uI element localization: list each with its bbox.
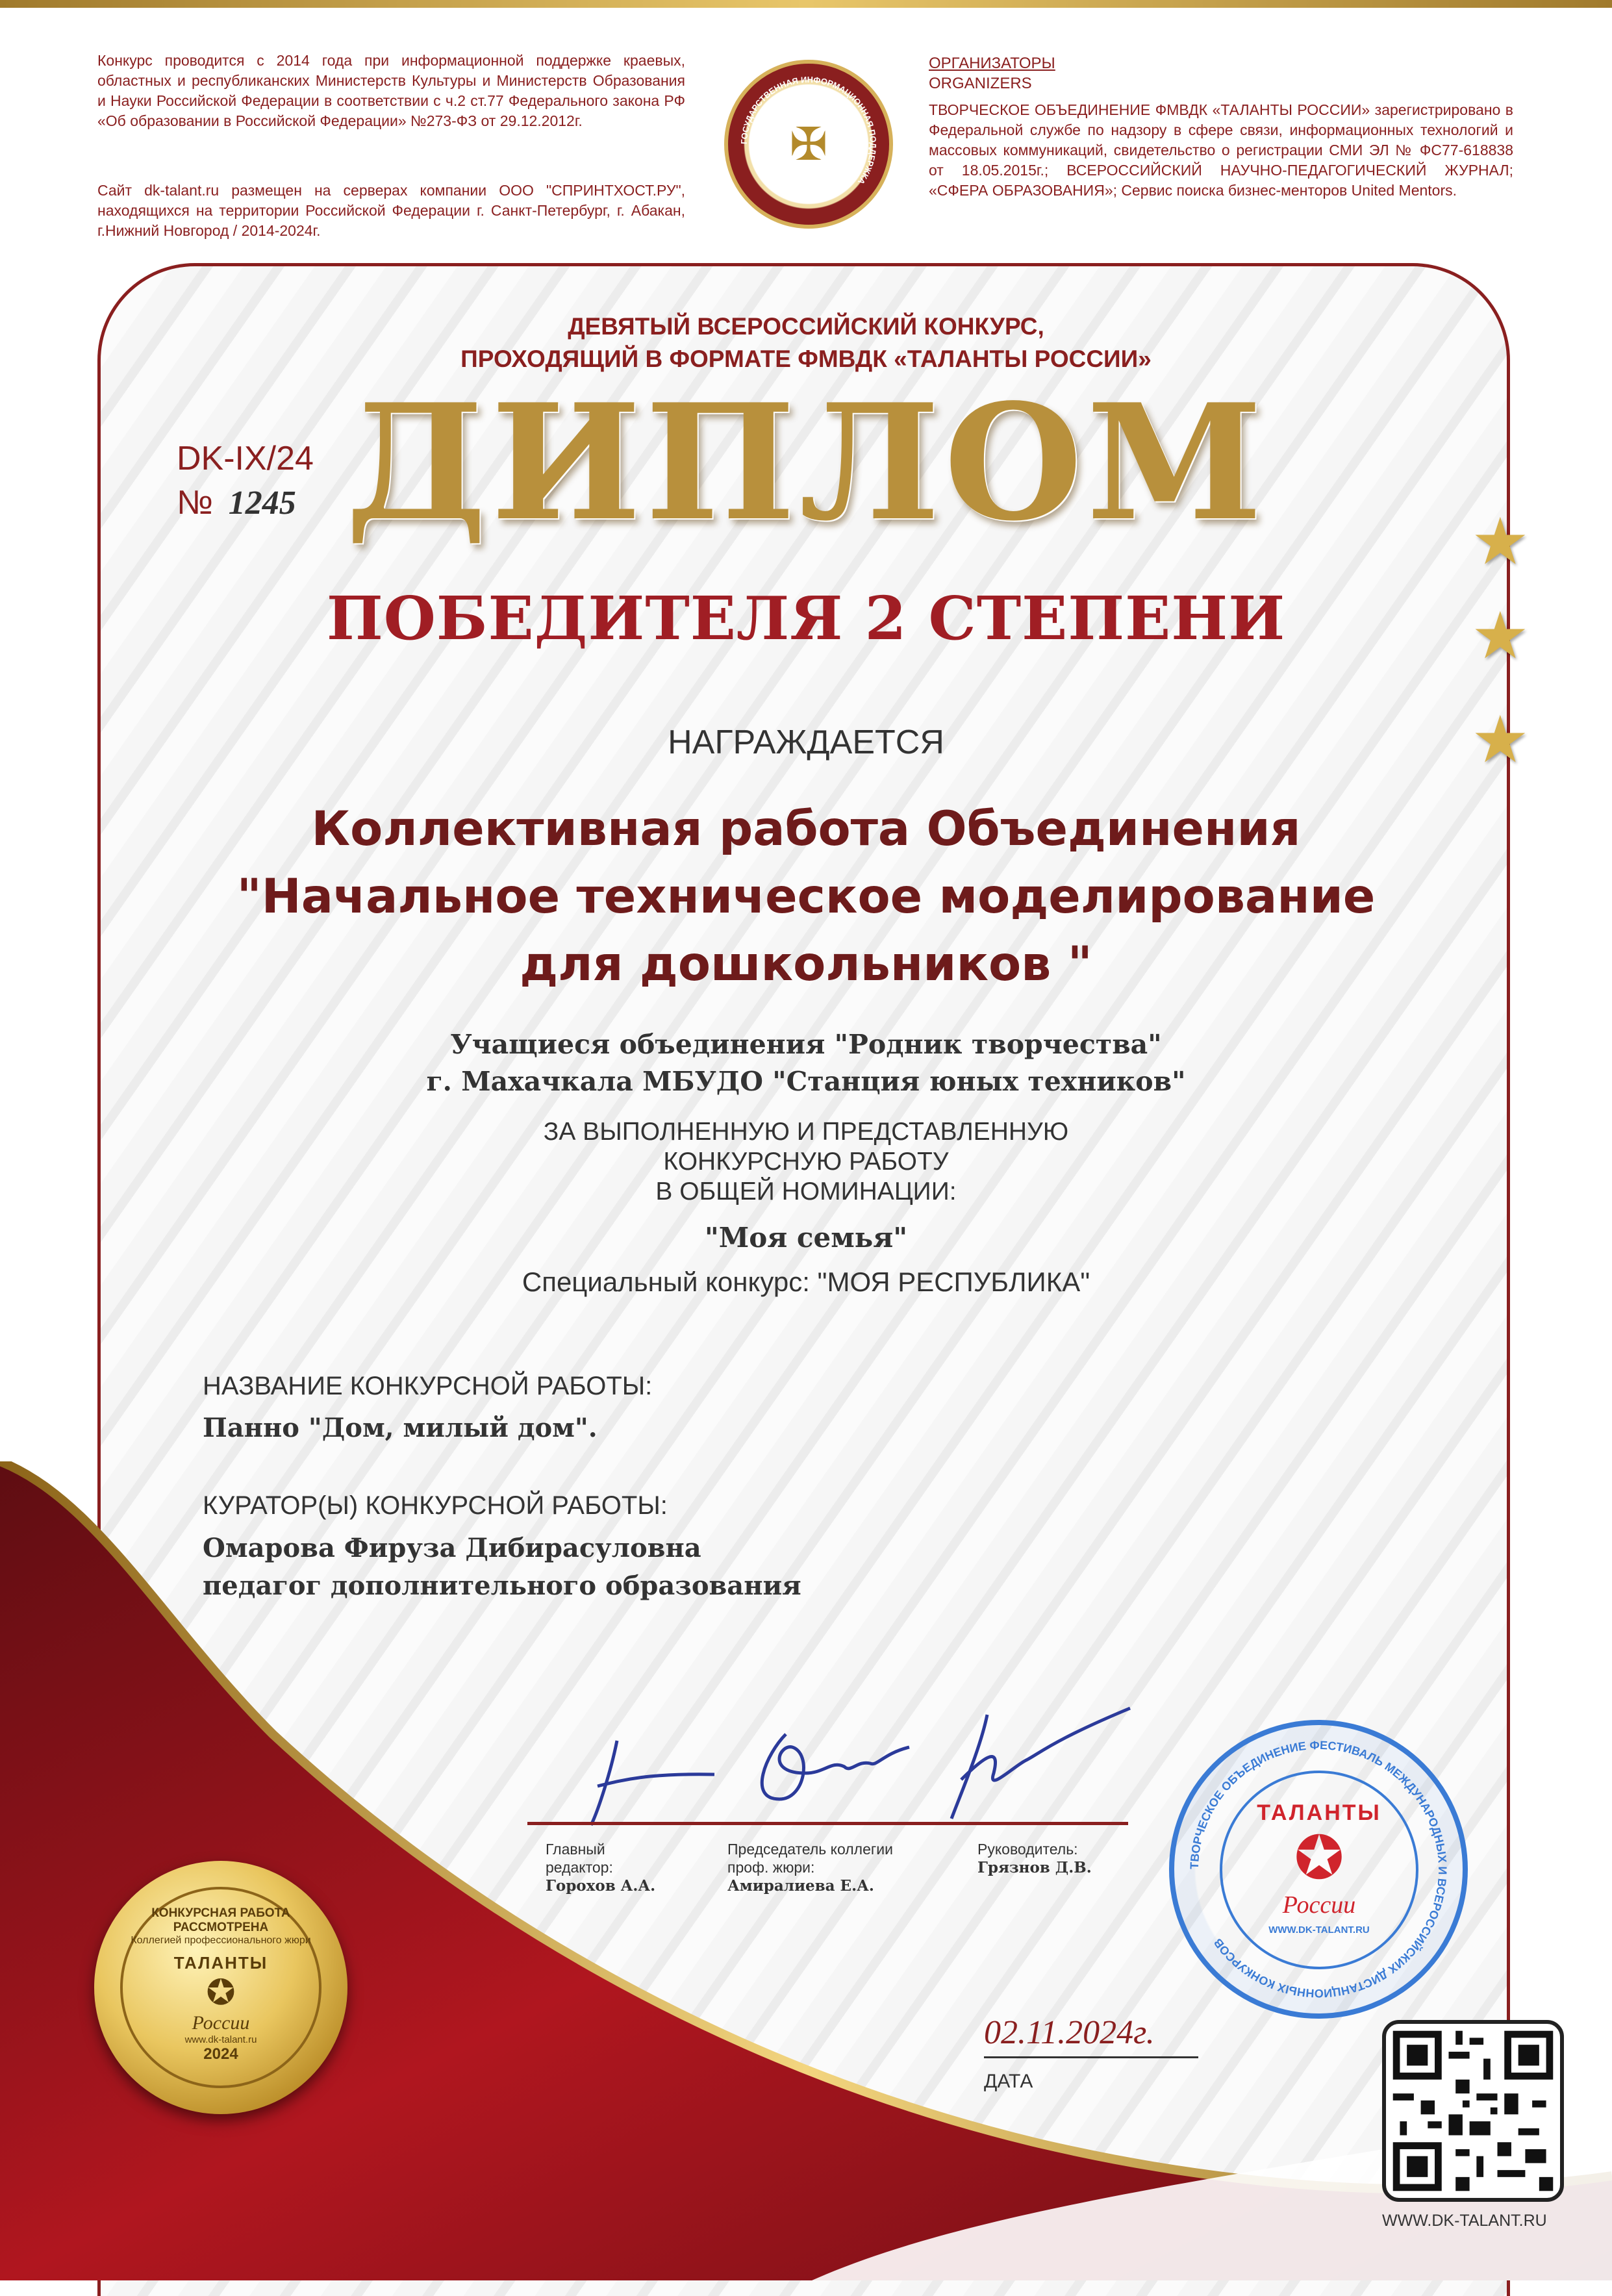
date-label: ДАТА [984, 2071, 1033, 2092]
star-icon: ★ [1471, 703, 1530, 776]
qr-code-image [1386, 2024, 1560, 2198]
organizers-text: ТВОРЧЕСКОЕ ОБЪЕДИНЕНИЕ ФМВДК «ТАЛАНТЫ РОССИИ» зарегистрировано в Федеральной службе по надзору в сфере связи, информационных технологий и массовых коммуникаций, свидетельство о регистрации СМИ ЭЛ № ФС77-618838 от 18.05.2015г.; ВСЕРОССИЙСКИЙ НАУЧНО-ПЕДАГОГИЧЕСКИЙ ЖУРНАЛ; «СФЕРА ОБРАЗОВАНИЯ»; Сервис поиска бизнес-менторов United Mentors. [929, 101, 1513, 199]
star-globe-icon: ✪ [206, 1973, 236, 2012]
gold-seal-site: www.dk-talant.ru [184, 2034, 257, 2045]
gold-jury-seal [94, 1861, 347, 2114]
organizers-block [929, 53, 1513, 201]
gold-seal-year: 2024 [203, 2045, 238, 2063]
signature-role: проф. жюри: [727, 1859, 815, 1876]
gold-seal-brand: ТАЛАНТЫ [173, 1953, 268, 1973]
signature-head [977, 1840, 1092, 1877]
curator-full-name: Омарова Фируза Дибирасуловна [203, 1533, 701, 1563]
work-title-value: Панно "Дом, милый дом". [203, 1413, 598, 1443]
signature-role: Председатель коллегии [727, 1841, 893, 1858]
students-info [0, 1026, 1612, 1100]
recipient-line3: для дошкольников " [520, 937, 1092, 992]
recipient-name [0, 796, 1612, 998]
star-icon: ★ [1471, 505, 1530, 578]
gold-seal-line2: Коллегией профессионального жюри [131, 1935, 311, 1946]
number-sign: № [177, 484, 213, 522]
contest-heading-line1: ДЕВЯТЫЙ ВСЕРОССИЙСКИЙ КОНКУРС, [568, 313, 1044, 340]
svg-text:ТВОРЧЕСКОЕ ОБЪЕДИНЕНИЕ ФЕСТИВА: ТВОРЧЕСКОЕ ОБЪЕДИНЕНИЕ ФЕСТИВАЛЬ МЕЖДУНАРОДНЫХ И ВСЕРОССИЙСКИХ ДИСТАНЦИОННЫХ КОНКУРСОВ [1187, 1738, 1450, 2000]
signature-role: Руководитель: [977, 1841, 1078, 1858]
header-hosting-text: Сайт dk-talant.ru размещен на серверах компании ООО "СПРИНТХОСТ.РУ", находящихся на территории Российской Федерации г. Санкт-Петербург, г. Абакан, г.Нижний Новгород / 2014-2024г. [97, 182, 685, 239]
signature-chief-editor [546, 1840, 655, 1895]
gold-seal-inner [120, 1887, 321, 2088]
students-line2: г. Махачкала МБУДО "Станция юных техников" [426, 1066, 1186, 1097]
date-underline [984, 2056, 1198, 2058]
signature-line [527, 1822, 1128, 1825]
state-support-seal [724, 60, 893, 229]
top-gold-line [0, 0, 1612, 8]
nomination-intro-line1: ЗА ВЫПОЛНЕННУЮ И ПРЕДСТАВЛЕННУЮ [543, 1118, 1069, 1146]
organization-stamp [1169, 1720, 1468, 2019]
star-icon: ★ [1471, 599, 1530, 672]
signature-role: Главный [546, 1841, 605, 1858]
nomination-intro-line3: В ОБЩЕЙ НОМИНАЦИИ: [655, 1178, 957, 1205]
contest-heading [0, 310, 1612, 375]
nomination-name: "Моя семья" [704, 1222, 908, 1254]
stamp-inner [1220, 1771, 1418, 1969]
recipient-line1: Коллективная работа Объединения [311, 801, 1301, 857]
contest-heading-line2: ПРОХОДЯЩИЙ В ФОРМАТЕ ФМВДК «ТАЛАНТЫ РОССИИ» [460, 346, 1152, 372]
seal-ring-text [728, 64, 889, 225]
footer-website[interactable]: WWW.DK-TALANT.RU [1382, 2212, 1547, 2230]
signature-name: Амиралиева Е.А. [727, 1877, 874, 1895]
organizers-subtitle: ORGANIZERS [929, 75, 1032, 92]
svg-text:ГОСУДАРСТВЕННАЯ ИНФОРМАЦИОННАЯ: ГОСУДАРСТВЕННАЯ ИНФОРМАЦИОННАЯ ПОДДЕРЖКА [738, 74, 879, 186]
organizers-title: ОРГАНИЗАТОРЫ [929, 55, 1055, 72]
signature-name: Грязнов Д.В. [977, 1859, 1092, 1876]
curator-position: педагог дополнительного образования [203, 1571, 801, 1601]
signature-jury-chair [727, 1840, 893, 1895]
diploma-title: ДИПЛОМ [346, 369, 1266, 556]
signatures-image [572, 1702, 1143, 1838]
qr-code[interactable] [1382, 2020, 1564, 2202]
curator-label: КУРАТОР(Ы) КОНКУРСНОЙ РАБОТЫ: [203, 1491, 668, 1520]
curator-name [203, 1530, 801, 1605]
signature-role: редактор: [546, 1859, 613, 1876]
nomination-intro-line2: КОНКУРСНУЮ РАБОТУ [663, 1148, 949, 1176]
star-globe-icon: ✪ [1294, 1825, 1344, 1891]
document-number: 1245 [228, 485, 296, 522]
gold-seal-brand2: России [192, 2012, 250, 2034]
stamp-brand2: России [1282, 1891, 1356, 1919]
recipient-line2: "Начальное техническое моделирование [236, 869, 1376, 924]
issue-date: 02.11.2024г. [984, 2014, 1155, 2051]
degree-title: ПОБЕДИТЕЛЯ 2 СТЕПЕНИ [326, 583, 1286, 653]
document-series: DK-IX/24 [177, 440, 314, 477]
header-support-text: Конкурс проводится с 2014 года при информационной поддержке краевых, областных и республиканских Министерств Культуры и Министерств Образования и Науки Российской Федерации в соответствии с ч.2 ст.77 Федерального закона РФ «Об образовании в Российской Федерации» №273-ФЗ от 29.12.2012г. [97, 52, 685, 129]
work-title-label: НАЗВАНИЕ КОНКУРСНОЙ РАБОТЫ: [203, 1372, 653, 1400]
stamp-site: WWW.DK-TALANT.RU [1268, 1924, 1370, 1936]
special-contest: Специальный конкурс: "МОЯ РЕСПУБЛИКА" [522, 1267, 1090, 1297]
gold-seal-line1: КОНКУРСНАЯ РАБОТА РАССМОТРЕНА [151, 1906, 290, 1934]
eagle-emblem-icon: ✠ [789, 119, 828, 170]
nomination-intro [0, 1117, 1612, 1207]
stamp-brand: ТАЛАНТЫ [1257, 1800, 1381, 1825]
awarded-label: НАГРАЖДАЕТСЯ [668, 724, 944, 761]
signature-name: Горохов А.А. [546, 1877, 656, 1895]
students-line1: Учащиеся объединения "Родник творчества" [450, 1029, 1162, 1060]
